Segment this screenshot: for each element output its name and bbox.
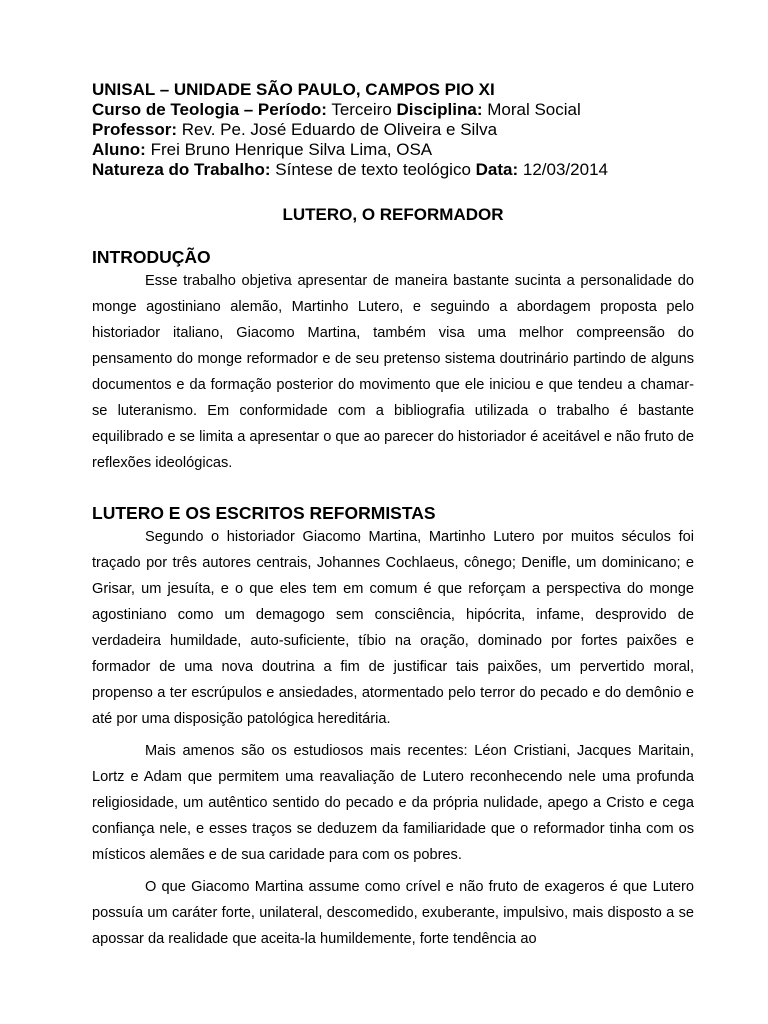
paragraph: Esse trabalho objetiva apresentar de maneira bastante sucinta a personalidade do monge agostiniano alemão, Martinho Lutero, e seguindo a abordagem proposta pelo historiador italiano, Giacomo Martina, também visa uma melhor compreensão do pensamento do monge reformador e de seu pretenso sistema doutrinário partindo de alguns documentos e da formação posterior do movimento que ele iniciou e que tendeu a chamar-se luteranismo. Em conformidade com a bibliografia utilizada o trabalho é bastante equilibrado e se limita a apresentar o que ao parecer do historiador é aceitável e não fruto de reflexões ideológicas. xyxy=(92,273,694,471)
student-label: Aluno: xyxy=(92,140,146,159)
nature-value: Síntese de texto teológico xyxy=(275,160,471,179)
professor-value: Rev. Pe. José Eduardo de Oliveira e Silva xyxy=(181,120,498,139)
section-heading-escritos-reformistas: LUTERO E OS ESCRITOS REFORMISTAS xyxy=(92,503,436,523)
document-header xyxy=(92,80,694,180)
document-page xyxy=(92,80,694,952)
institution-line xyxy=(92,80,694,100)
student-value: Frei Bruno Henrique Silva Lima, OSA xyxy=(150,140,433,159)
professor-label: Professor: xyxy=(92,120,178,139)
course-line xyxy=(92,100,694,120)
date-value: 12/03/2014 xyxy=(522,160,608,179)
nature-line xyxy=(92,160,694,180)
discipline-value: Moral Social xyxy=(487,100,581,119)
paragraph: O que Giacomo Martina assume como crível e não fruto de exageros é que Lutero possuía um caráter forte, unilateral, descomedido, exuberante, impulsivo, mais disposto a se apossar da realidade que aceita-la humildemente, forte tendência ao xyxy=(92,879,694,947)
professor-line xyxy=(92,120,694,140)
paragraph: Segundo o historiador Giacomo Martina, Martinho Lutero por muitos séculos foi traçado por três autores centrais, Johannes Cochlaeus, cônego; Denifle, um dominicano; e Grisar, um jesuíta, e o que eles tem em comum é que reforçam a perspectiva do monge agostiniano como um demagogo sem consciência, hipócrita, infame, desprovido de verdadeira humildade, auto-suficiente, tíbio na oração, dominado por fortes paixões e formador de uma nova doutrina a fim de justificar tais paixões, um pervertido moral, propenso a ter escrúpulos e ansiedades, atormentado pelo terror do pecado e do demônio e até por uma disposição patológica hereditária. xyxy=(92,529,694,727)
course-label: Curso de Teologia – Período: xyxy=(92,100,327,119)
student-line xyxy=(92,140,694,160)
discipline-label: Disciplina: xyxy=(396,100,483,119)
paragraph: Mais amenos são os estudiosos mais recentes: Léon Cristiani, Jacques Maritain, Lortz e Adam que permitem uma reavaliação de Lutero reconhecendo nele uma profunda religiosidade, um autêntico sentido do pecado e da própria nulidade, apego a Cristo e cega confiança nele, e esses traços se deduzem da familiaridade que o reformador tinha com os místicos alemães e de sua caridade para com os pobres. xyxy=(92,743,694,863)
course-period: Terceiro xyxy=(331,100,392,119)
nature-label: Natureza do Trabalho: xyxy=(92,160,271,179)
section-heading-introducao: INTRODUÇÃO xyxy=(92,247,211,267)
date-label: Data: xyxy=(475,160,519,179)
institution-name: UNISAL – UNIDADE SÃO PAULO, CAMPOS PIO XI xyxy=(92,80,495,99)
document-title: LUTERO, O REFORMADOR xyxy=(282,205,504,224)
